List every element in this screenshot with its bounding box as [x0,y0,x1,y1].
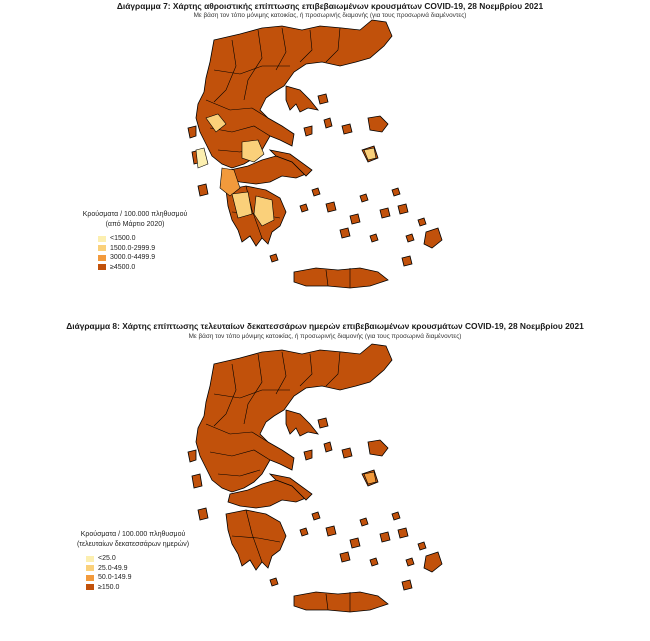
legend-title: Κρούσματα / 100.000 πληθυσμού [80,531,186,538]
legend-item [86,583,208,593]
legend-item [86,564,208,574]
legend-subtitle: (τελευταίων δεκατεσσάρων ημερών) [76,541,190,548]
legend-item [98,234,200,244]
legend-item [98,244,200,254]
legend-label: 1500.0-2999.9 [110,244,156,252]
legend-swatch [98,264,106,270]
legend-label: ≥4500.0 [110,263,136,271]
legend-swatch [98,245,106,251]
map-title: Διάγραμμα 7: Χάρτης αθροιστικής επίπτωσης επιβεβαιωμένων κρουσμάτων COVID-19, 28 Νοεμβρίου 2021 [116,1,544,11]
legend-label: 3000.0-4499.9 [110,254,156,262]
greece-map [0,318,650,641]
legend-label: <25.0 [98,555,116,563]
map-panel-14-day [0,318,650,641]
legend-swatch [86,565,94,571]
legend-swatch [98,255,106,261]
map-subtitle: Με βάση τον τόπο μόνιμης κατοικίας, ή προσωρινής διαμονής (για τους προσωρινά διαμένοντες) [193,12,467,19]
map-title: Διάγραμμα 8: Χάρτης επίπτωσης τελευταίων δεκατεσσάρων ημερών επιβεβαιωμένων κρουσμάτων COVID-19, 28 Νοεμβρίου 2021 [66,321,584,331]
legend-swatch [86,556,94,562]
map-panel-cumulative [0,0,650,318]
legend-item [86,573,208,583]
legend-subtitle: (από Μάρτιο 2020) [105,221,165,228]
legend-label: <1500.0 [110,235,136,243]
legend-title: Κρούσματα / 100.000 πληθυσμού [82,211,188,218]
legend-swatch [86,584,94,590]
map-subtitle: Με βάση τον τόπο μόνιμης κατοικίας, ή προσωρινής διαμονής (για τους προσωρινά διαμένοντες) [188,333,462,340]
legend-swatch [86,575,94,581]
legend [58,530,208,592]
legend-label: 25.0-49.9 [98,564,128,572]
legend-label: 50.0-149.9 [98,574,132,582]
legend-label: ≥150.0 [98,583,120,591]
legend-item [98,253,200,263]
legend [70,210,200,272]
legend-item [86,554,208,564]
legend-swatch [98,236,106,242]
legend-item [98,263,200,273]
